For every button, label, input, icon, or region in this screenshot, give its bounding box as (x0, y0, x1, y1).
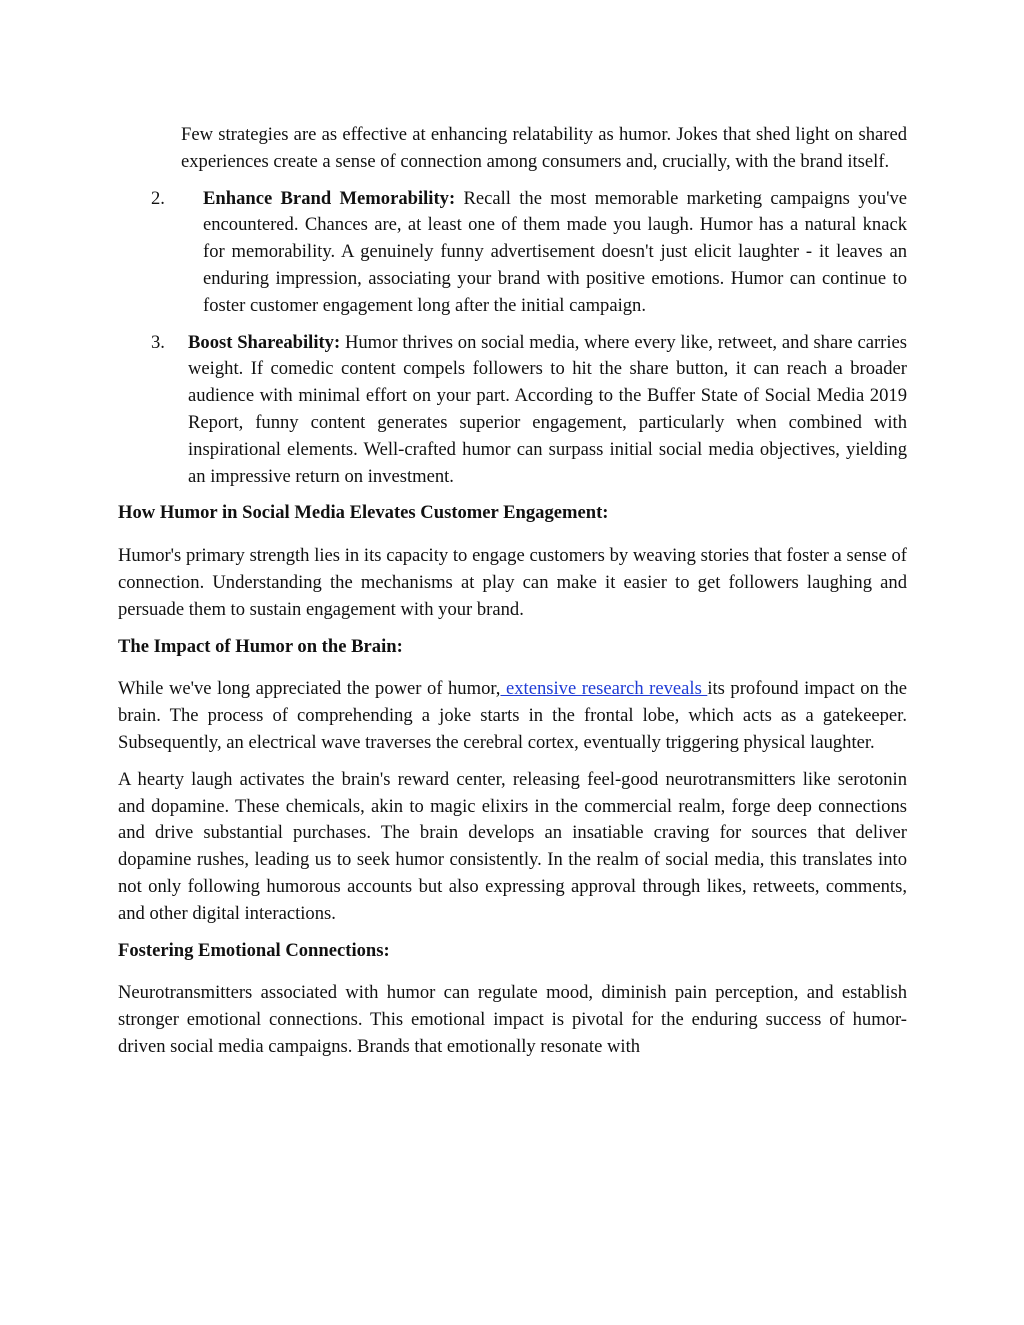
list-item-text (181, 330, 907, 491)
list-number: 2. (151, 187, 165, 209)
list-item-title: Enhance Brand Memorability: (203, 187, 456, 209)
list-item-1-continuation: Few strategies are as effective at enhancing relatability as humor. Jokes that shed light on shared experiences create a sense of connection among consumers and, crucially, with the brand itself. (181, 124, 907, 172)
list-item-title: Boost Shareability: (188, 331, 341, 353)
brain-text-after-link: its profound impact on the brain. The process of comprehending a joke starts in the frontal lobe, which acts as a gatekeeper. Subsequently, an electrical wave traverses the cerebral cortex, eventually triggering physical laughter. (118, 678, 908, 753)
document-page (118, 122, 907, 1071)
list-item-2 (151, 186, 907, 320)
emotional-paragraph: Neurotransmitters associated with humor can regulate mood, diminish pain perception, and establish stronger emotional connections. This emotional impact is pivotal for the enduring success of humor-driven social media campaigns. Brands that emotionally resonate with (118, 982, 907, 1057)
section-heading-emotional: Fostering Emotional Connections: (118, 939, 390, 961)
research-link[interactable]: extensive research reveals (500, 678, 708, 700)
engagement-paragraph: Humor's primary strength lies in its capacity to engage customers by weaving stories that foster a sense of connection. Understanding the mechanisms at play can make it easier to get followers laughing and persuade them to sustain engagement with your brand. (118, 545, 907, 620)
brain-text-before-link: While we've long appreciated the power of humor, (118, 678, 501, 700)
list-item-body: Humor thrives on social media, where every like, retweet, and share carries weight. If comedic content compels followers to hit the share button, it can reach a broader audience with minimal effort on your part. According to the Buffer State of Social Media 2019 Report, funny content generates superior engagement, particularly when combined with inspirational elements. Well-crafted humor can surpass initial social media objectives, yielding an impressive return on investment. (188, 331, 907, 487)
list-item-text (181, 186, 907, 320)
brain-paragraph-2: A hearty laugh activates the brain's reward center, releasing feel-good neurotransmitters like serotonin and dopamine. These chemicals, akin to magic elixirs in the commercial realm, forge deep connections and drive substantial purchases. The brain develops an insatiable craving for sources that deliver dopamine rushes, leading us to seek humor consistently. In the realm of social media, this translates into not only following humorous accounts but also expressing approval through likes, retweets, comments, and other digital interactions. (118, 768, 907, 924)
section-heading-brain: The Impact of Humor on the Brain: (118, 635, 403, 657)
list-item-body: Recall the most memorable marketing campaigns you've encountered. Chances are, at least one of them made you laugh. Humor has a natural knack for memorability. A genuinely funny advertisement doesn't just elicit laughter - it leaves an enduring impression, associating your brand with positive emotions. Humor can continue to foster customer engagement long after the initial campaign. (203, 187, 907, 316)
list-number: 3. (151, 331, 165, 353)
list-item-3 (151, 330, 907, 491)
section-heading-engagement: How Humor in Social Media Elevates Customer Engagement: (118, 502, 609, 524)
brain-paragraph-1 (118, 676, 907, 756)
